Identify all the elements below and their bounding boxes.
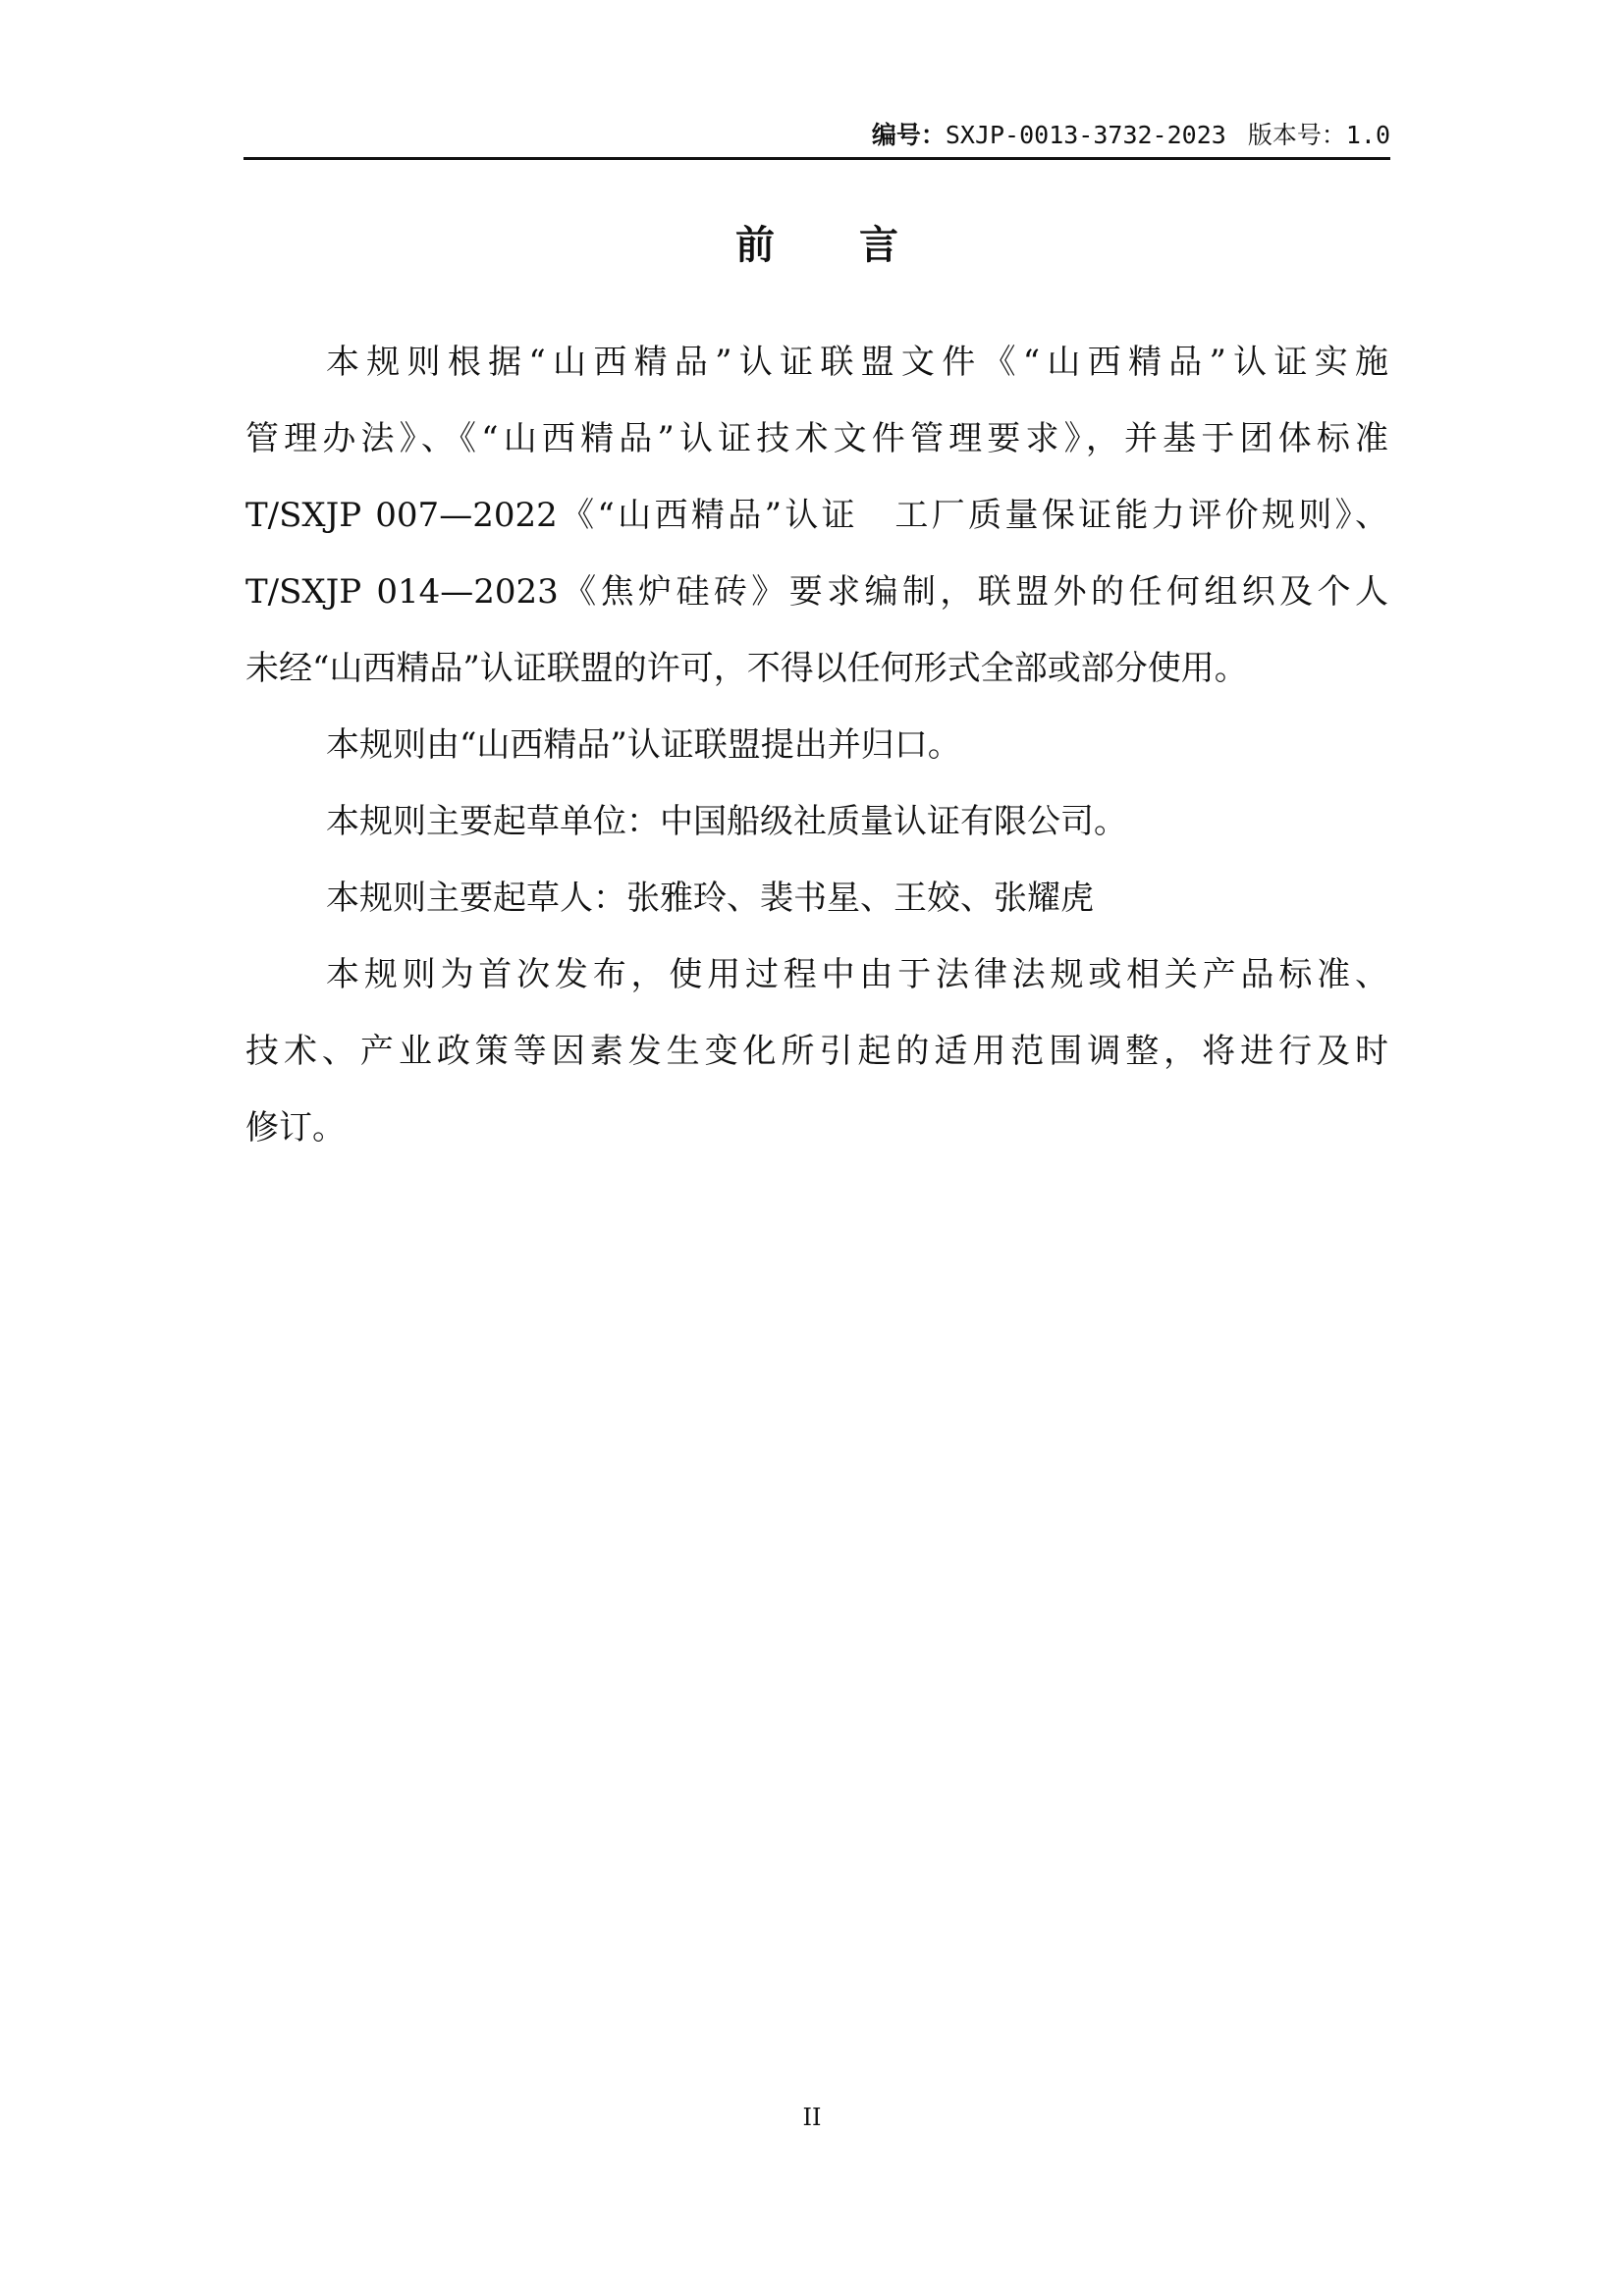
- text-line: 本规则主要起草人：张雅玲、裴书星、王姣、张耀虎: [326, 879, 1094, 918]
- document-body: [245, 324, 1388, 1166]
- page-title: 前 言: [735, 223, 934, 268]
- text-line: 本规则主要起草单位：中国船级社质量认证有限公司。: [326, 802, 1127, 841]
- text-line: T/SXJP 014—2023《焦炉硅砖》要求编制，联盟外的任何组织及个人: [245, 572, 1388, 612]
- text-line: T/SXJP 007—2022《“山西精品”认证 工厂质量保证能力评价规则》、: [245, 496, 1388, 535]
- code-value: SXJP-0013-3732-2023: [945, 121, 1226, 149]
- code-label: 编号：: [871, 121, 946, 149]
- text-line: 修订。: [245, 1108, 346, 1148]
- text-line: 技术、产业政策等因素发生变化所引起的适用范围调整，将进行及时: [245, 1032, 1388, 1071]
- text-line: 本规则为首次发布，使用过程中由于法律法规或相关产品标准、: [326, 955, 1388, 994]
- paragraph-proposer: [245, 707, 1388, 783]
- version-label: 版本号：: [1247, 121, 1346, 149]
- paragraph-revision: [245, 936, 1388, 1166]
- paragraph-drafting-unit: [245, 783, 1388, 860]
- text-line: 未经“山西精品”认证联盟的许可，不得以任何形式全部或部分使用。: [245, 649, 1248, 688]
- paragraph-basis: [245, 324, 1388, 707]
- text-line: 本规则由“山西精品”认证联盟提出并归口。: [326, 725, 961, 765]
- document-header: [244, 116, 1390, 155]
- text-line: 管理办法》、《“山西精品”认证技术文件管理要求》，并基于团体标准: [245, 419, 1388, 458]
- paragraph-drafters: [245, 860, 1388, 936]
- page-number: II: [802, 2104, 822, 2131]
- version-value: 1.0: [1345, 121, 1390, 149]
- header-divider: [244, 157, 1390, 160]
- text-line: 本规则根据“山西精品”认证联盟文件《“山西精品”认证实施: [326, 343, 1388, 382]
